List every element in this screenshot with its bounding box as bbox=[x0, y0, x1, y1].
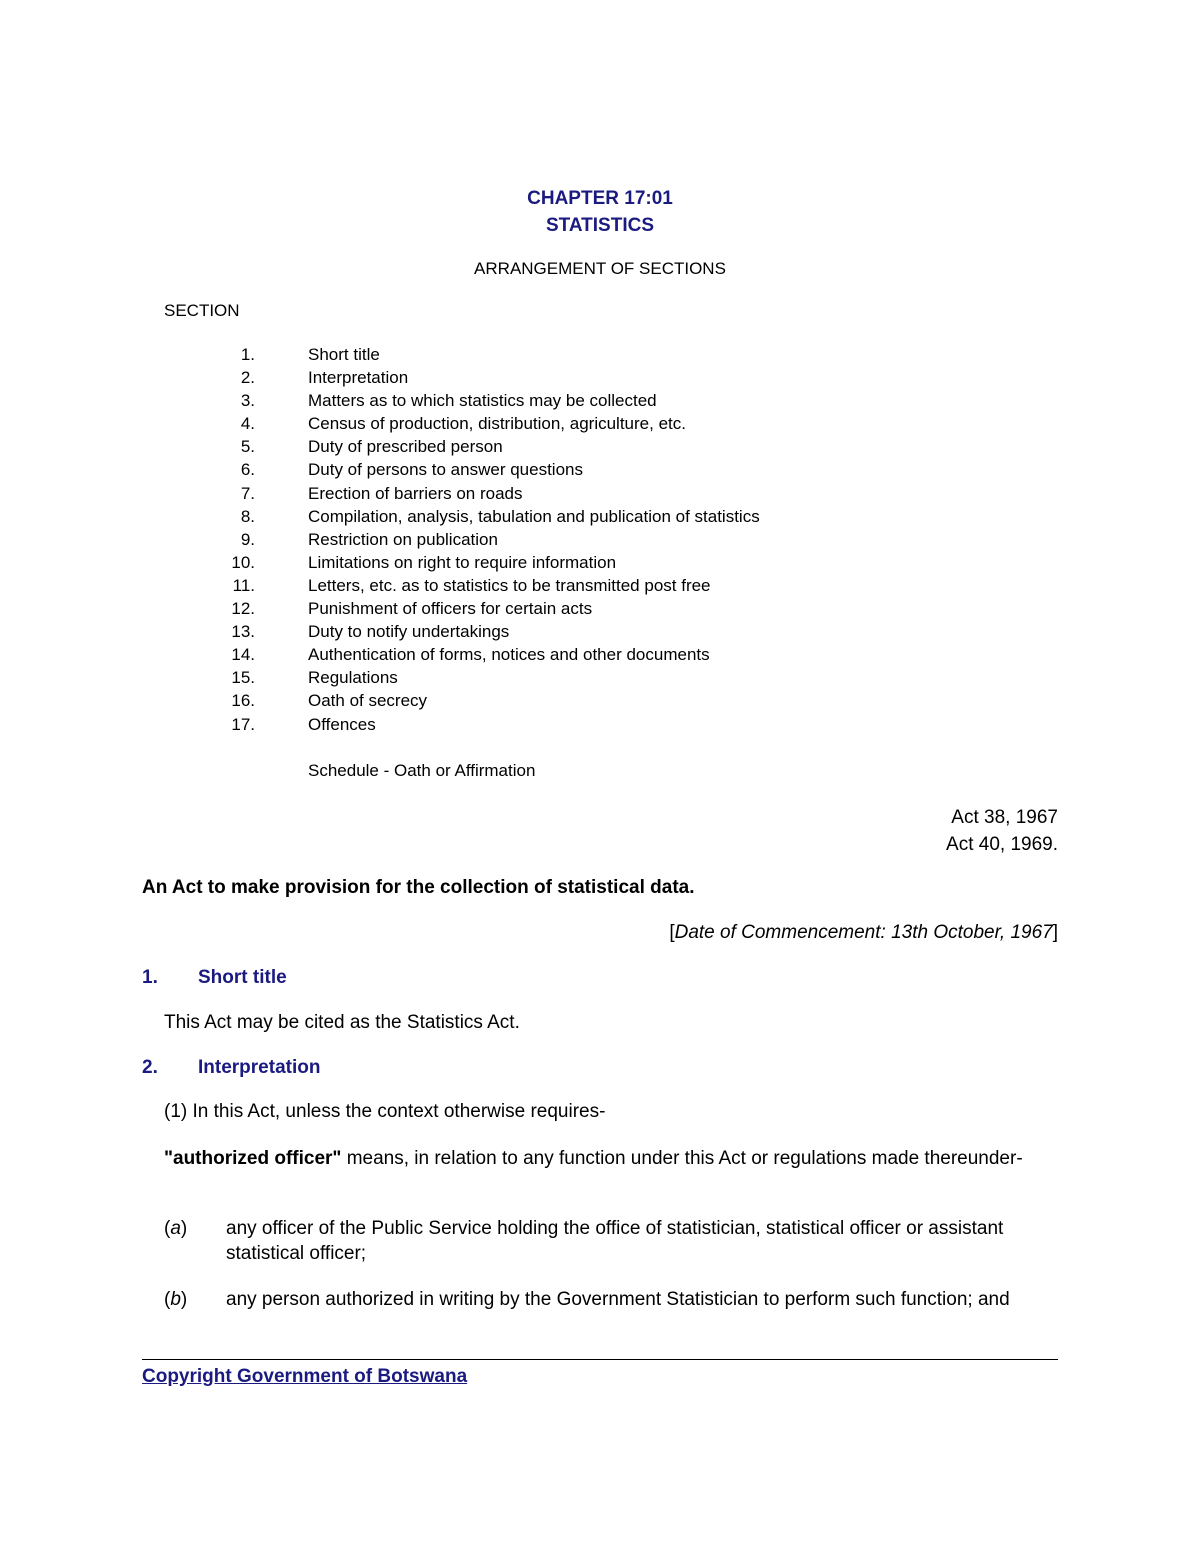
section-column-label: SECTION bbox=[164, 301, 240, 320]
toc-number: 17. bbox=[231, 714, 255, 734]
toc-number: 11. bbox=[232, 575, 255, 595]
chapter-title: STATISTICS bbox=[545, 215, 655, 236]
bracket-open: [ bbox=[669, 922, 675, 943]
paren-close: ) bbox=[180, 1289, 188, 1310]
toc-row bbox=[0, 506, 1200, 529]
toc-row bbox=[0, 621, 1200, 644]
definition-item-label bbox=[164, 1287, 187, 1312]
schedule-entry: Schedule - Oath or Affirmation bbox=[308, 761, 536, 780]
paren-open: ( bbox=[164, 1289, 171, 1310]
toc-row bbox=[0, 413, 1200, 436]
toc-title: Punishment of officers for certain acts bbox=[308, 599, 593, 619]
commencement-date bbox=[669, 921, 1058, 945]
toc-row bbox=[0, 552, 1200, 575]
toc-title: Duty of persons to answer questions bbox=[308, 460, 583, 480]
section-number: 2. bbox=[142, 1057, 158, 1078]
definition-paragraph bbox=[142, 1146, 1062, 1171]
toc-title: Restriction on publication bbox=[308, 529, 498, 549]
act-long-title: An Act to make provision for the collection of statistical data. bbox=[142, 877, 695, 898]
toc-row bbox=[0, 714, 1200, 737]
toc-title: Short title bbox=[308, 345, 380, 364]
toc-row bbox=[0, 690, 1200, 713]
toc-title: Interpretation bbox=[308, 368, 409, 388]
toc-number: 13. bbox=[231, 622, 255, 642]
toc-title: Compilation, analysis, tabulation and publication of statistics bbox=[308, 506, 760, 526]
toc-row bbox=[0, 367, 1200, 390]
definition-item-label bbox=[164, 1216, 187, 1241]
arrangement-heading: ARRANGEMENT OF SECTIONS bbox=[474, 259, 726, 278]
item-letter: a bbox=[170, 1218, 181, 1239]
toc-row bbox=[0, 344, 1200, 367]
section-number: 1. bbox=[142, 967, 158, 988]
footer-divider bbox=[142, 1359, 1058, 1360]
toc-number: 8. bbox=[240, 506, 255, 526]
section-body: (1) In this Act, unless the context otherwise requires- bbox=[164, 1101, 606, 1122]
toc-number: 6. bbox=[240, 460, 255, 480]
toc-number: 4. bbox=[240, 414, 255, 434]
toc-row bbox=[0, 436, 1200, 459]
paren-open: ( bbox=[164, 1218, 171, 1239]
toc-row bbox=[0, 483, 1200, 506]
toc-title: Oath of secrecy bbox=[308, 691, 428, 711]
toc-number: 10. bbox=[231, 552, 255, 572]
paren-close: ) bbox=[180, 1218, 188, 1239]
toc-title: Letters, etc. as to statistics to be transmitted post free bbox=[308, 575, 711, 595]
table-of-contents bbox=[0, 344, 1200, 737]
toc-number: 9. bbox=[240, 529, 255, 549]
toc-title: Authentication of forms, notices and other documents bbox=[308, 645, 710, 665]
act-reference: Act 40, 1969. bbox=[946, 834, 1058, 855]
item-letter: b bbox=[170, 1289, 181, 1310]
toc-number: 2. bbox=[240, 368, 255, 388]
chapter-number: CHAPTER 17:01 bbox=[527, 188, 673, 209]
toc-row bbox=[0, 390, 1200, 413]
toc-row bbox=[0, 667, 1200, 690]
toc-number: 16. bbox=[231, 691, 255, 711]
definition-item-text: any officer of the Public Service holding the office of statistician, statistical officer or assistant statistical officer; bbox=[226, 1218, 1004, 1264]
toc-title: Offences bbox=[308, 714, 376, 734]
section-heading: Short title bbox=[198, 967, 287, 988]
toc-row bbox=[0, 598, 1200, 621]
section-body: This Act may be cited as the Statistics Act. bbox=[164, 1012, 520, 1033]
toc-row bbox=[0, 459, 1200, 482]
toc-title: Duty of prescribed person bbox=[308, 437, 503, 457]
toc-number: 14. bbox=[231, 645, 255, 665]
section-heading: Interpretation bbox=[198, 1057, 321, 1078]
toc-title: Erection of barriers on roads bbox=[308, 483, 523, 503]
toc-number: 5. bbox=[240, 437, 255, 457]
commencement-text: Date of Commencement: 13th October, 1967 bbox=[674, 922, 1053, 943]
toc-number: 1. bbox=[240, 345, 255, 364]
toc-row bbox=[0, 529, 1200, 552]
act-reference: Act 38, 1967 bbox=[951, 807, 1058, 828]
toc-number: 3. bbox=[240, 391, 255, 411]
copyright-link[interactable]: Copyright Government of Botswana bbox=[142, 1366, 468, 1387]
toc-number: 12. bbox=[231, 599, 255, 619]
definition-text: means, in relation to any function under this Act or regulations made thereunder- bbox=[341, 1148, 1023, 1169]
definition-item-text: any person authorized in writing by the Government Statistician to perform such function; and bbox=[226, 1289, 1010, 1310]
bracket-close: ] bbox=[1052, 922, 1058, 943]
toc-title: Regulations bbox=[308, 668, 398, 688]
toc-number: 7. bbox=[240, 483, 255, 503]
toc-number: 15. bbox=[231, 668, 255, 688]
toc-row bbox=[0, 644, 1200, 667]
toc-title: Census of production, distribution, agriculture, etc. bbox=[308, 414, 686, 434]
toc-row bbox=[0, 575, 1200, 598]
toc-title: Duty to notify undertakings bbox=[308, 622, 510, 642]
toc-title: Limitations on right to require information bbox=[308, 552, 617, 572]
defined-term: "authorized officer" bbox=[164, 1148, 342, 1169]
toc-title: Matters as to which statistics may be collected bbox=[308, 391, 657, 411]
